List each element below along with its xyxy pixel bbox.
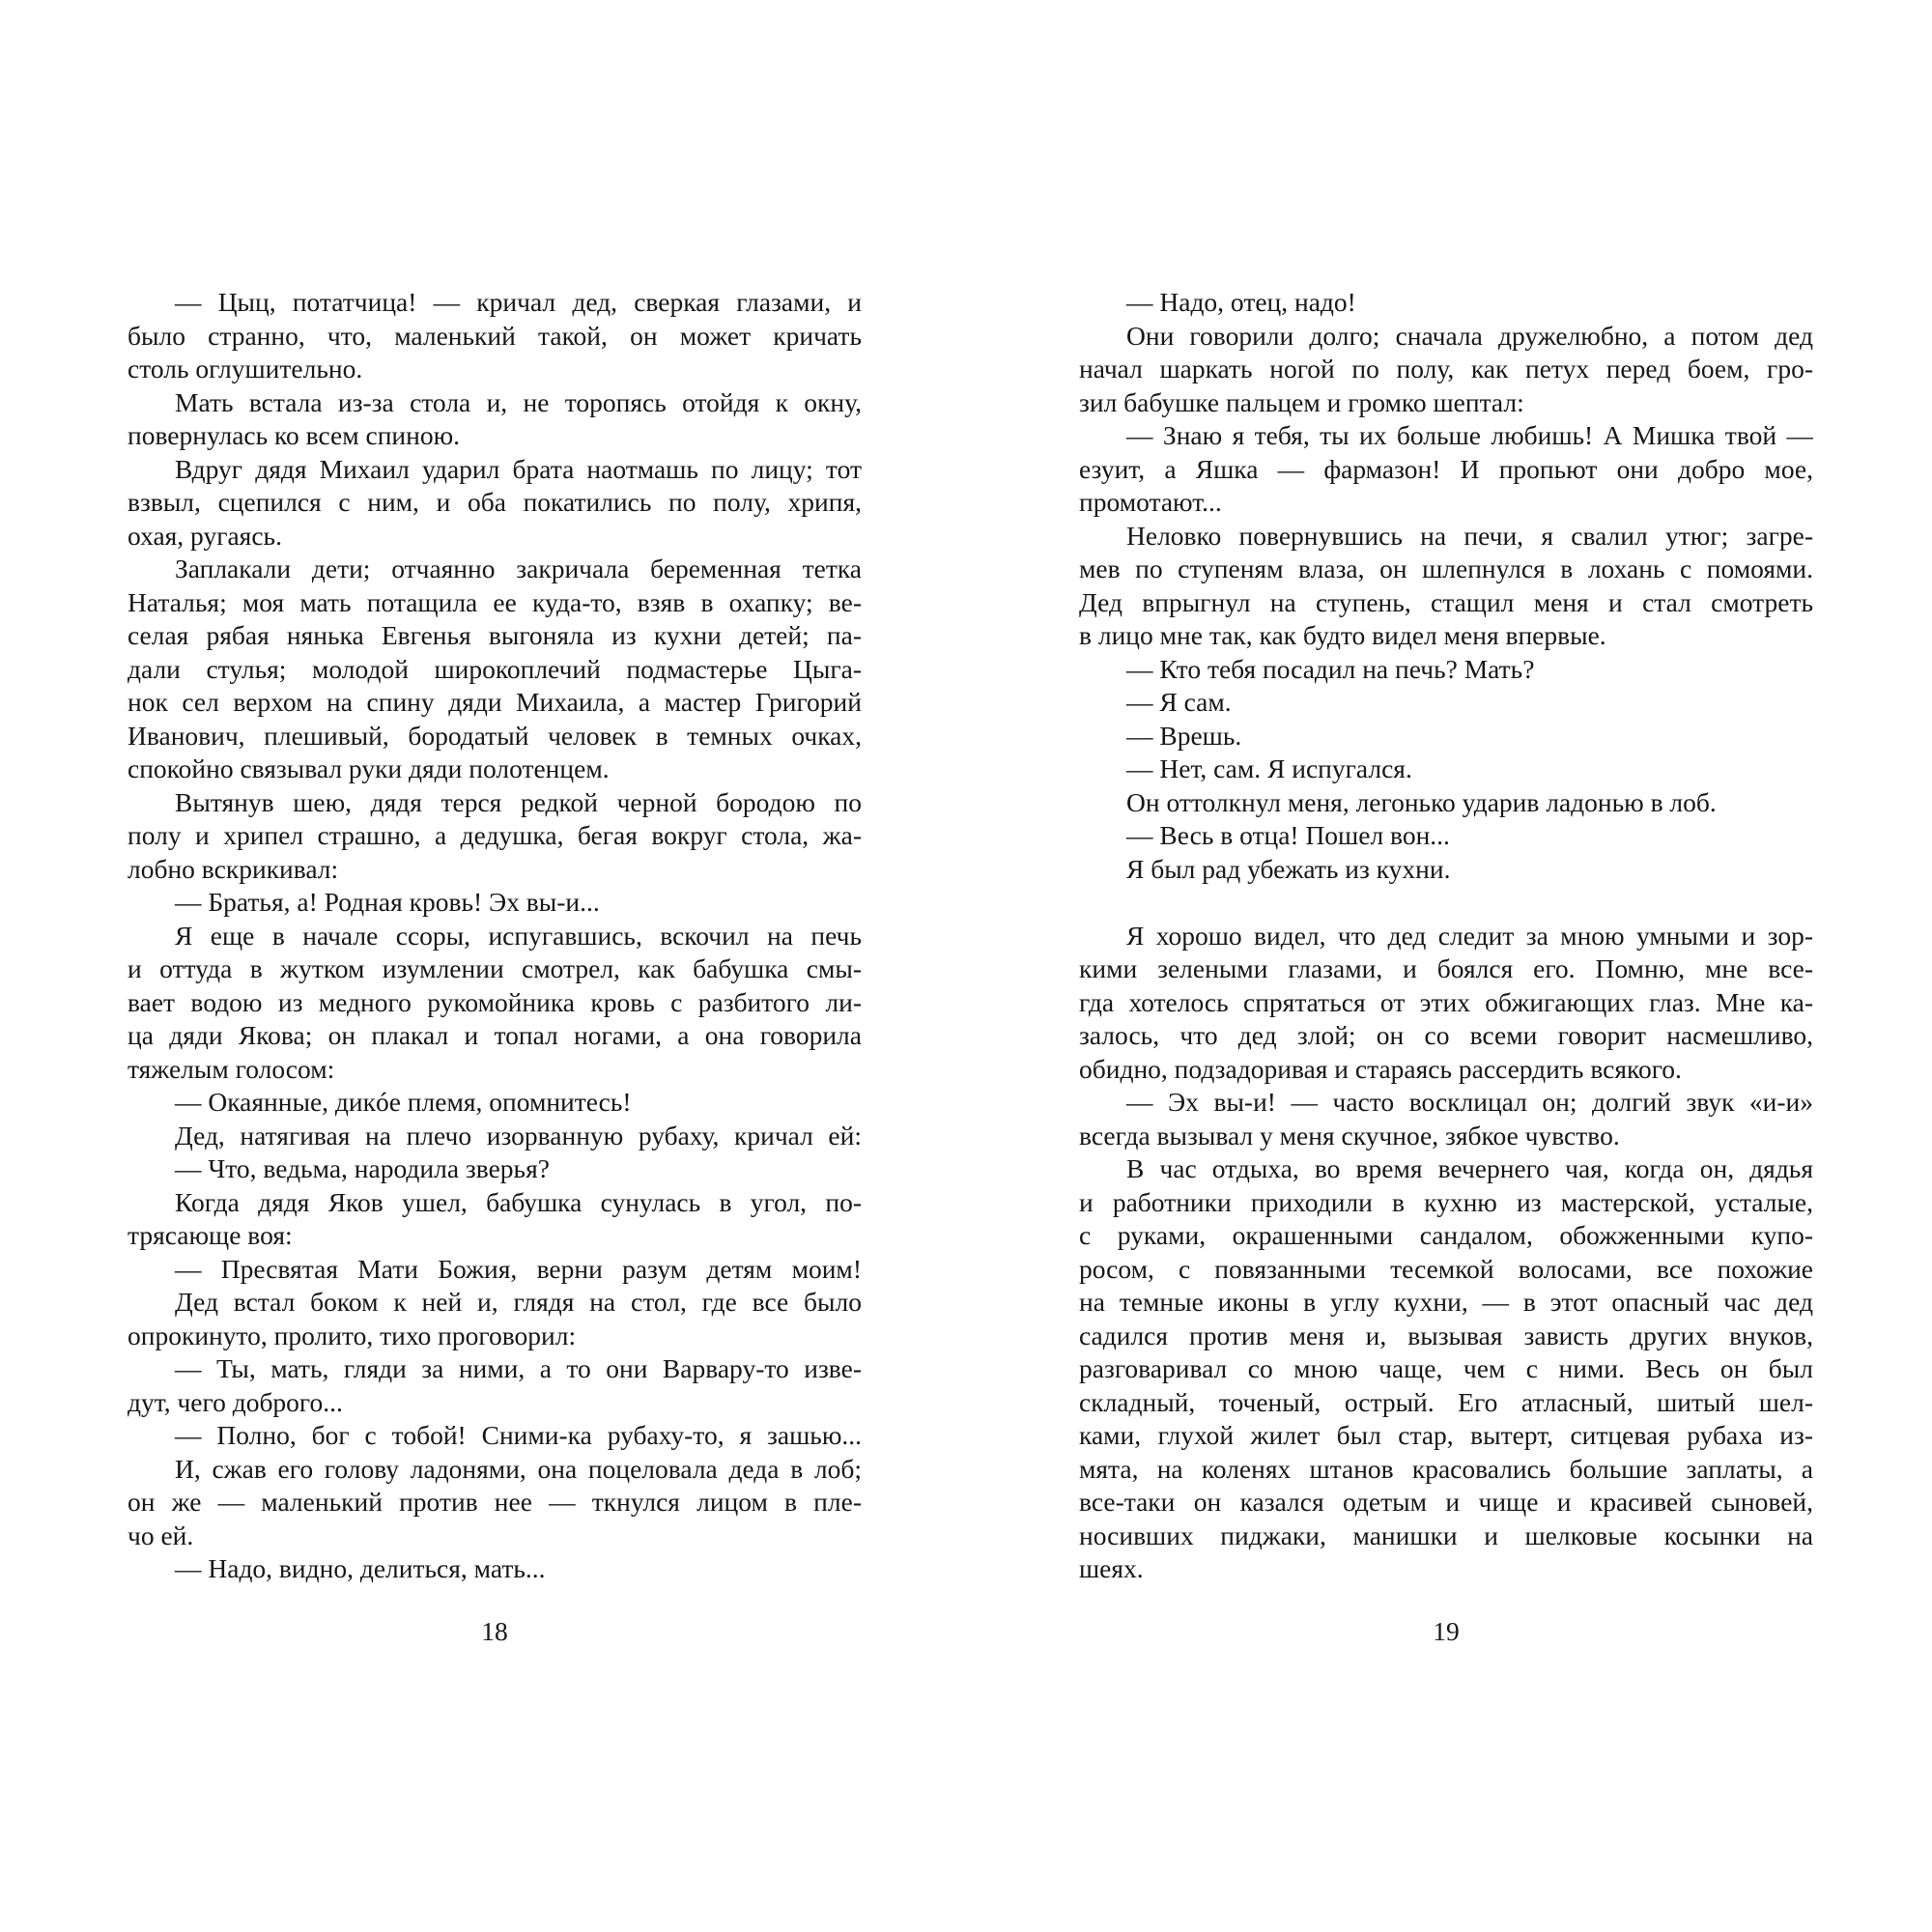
text-line: Неловко повернувшись на печи, я свалил утюг; загре- [1126, 520, 1813, 551]
text-line: — Врешь. [1126, 720, 1242, 751]
text-line: лобно вскрикивал: [128, 853, 339, 884]
text-line: дали стулья; молодой широкоплечий подмастерье Цыга- [128, 653, 862, 684]
text-line: селая рябая нянька Евгенья выгоняла из кухни детей; па- [128, 620, 862, 650]
text-line: — Я сам. [1126, 687, 1232, 717]
text-line: Дед встал боком к ней и, глядя на стол, где все было [175, 1287, 862, 1317]
text-line: Вдруг дядя Михаил ударил брата наотмашь по лицу; тот [175, 453, 862, 484]
text-line: Заплакали дети; отчаянно закричала беременная тетка [175, 554, 862, 583]
text-line: все-таки он казался одетым и чище и красивей сыновей, [1079, 1487, 1813, 1517]
text-line: опрокинуто, пролито, тихо проговорил: [128, 1320, 577, 1350]
text-line: — Надо, отец, надо! [1126, 287, 1356, 317]
text-line: дут, чего доброго... [128, 1386, 343, 1417]
text-line: столь оглушительно. [128, 354, 363, 384]
text-line: Я еще в начале ссоры, испугавшись, вскочил на печь [175, 920, 862, 951]
text-line: с руками, окрашенными сандалом, обожженными купо- [1079, 1220, 1813, 1250]
text-line: Вытянув шею, дядя терся редкой черной бородою по [175, 786, 862, 817]
text-line: шеях. [1079, 1553, 1144, 1583]
text-line: Я хорошо видел, что дед следит за мною умными и зор- [1126, 920, 1813, 951]
text-line: — Полно, бог с тобой! Сними-ка рубаху-то, я зашью... [175, 1420, 862, 1450]
text-line: тяжелым голосом: [128, 1053, 335, 1084]
text-line: — Что, ведьма, народила зверья? [175, 1153, 550, 1183]
text-line: В час отдыха, во время вечернего чая, когда он, дядья [1126, 1153, 1813, 1183]
text-line: обидно, подзадоривая и стараясь рассердить всякого. [1079, 1053, 1682, 1084]
text-line: — Эх вы-и! — часто восклицал он; долгий звук «и-и» [1126, 1087, 1813, 1117]
text-line: росом, с повязанными тесемкой волосами, все похожие [1079, 1253, 1813, 1284]
text-line: Я был рад убежать из кухни. [1126, 853, 1451, 884]
right-page-text [1079, 286, 1813, 1586]
text-line: охая, ругаясь. [128, 520, 282, 551]
text-line: и оттуда в жутком изумлении смотрел, как бабушка смы- [128, 953, 862, 983]
text-line: залось, что дед злой; он со всеми говорит насмешливо, [1079, 1020, 1813, 1050]
text-line: он же — маленький против нее — ткнулся лицом в пле- [128, 1487, 862, 1517]
text-line: И, сжав его голову ладонями, она поцеловала деда в лоб; [175, 1453, 862, 1484]
text-line: Мать встала из-за стола и, не торопясь отойдя к окну, [175, 386, 862, 417]
text-line: вает водою из медного рукомойника кровь с разбитого ли- [128, 986, 862, 1017]
text-line: Когда дядя Яков ушел, бабушка сунулась в угол, по- [175, 1186, 862, 1217]
text-line: носивших пиджаки, манишки и шелковые косынки на [1079, 1520, 1813, 1550]
text-line: — Весь в отца! Пошел вон... [1126, 820, 1450, 850]
text-line: чо ей. [128, 1520, 194, 1550]
text-line: и работники приходили в кухню из мастерской, усталые, [1079, 1186, 1813, 1217]
text-line: на темные иконы в углу кухни, — в этот опасный час дед [1079, 1287, 1813, 1317]
text-line: в лицо мне так, как будто видел меня впервые. [1079, 620, 1606, 650]
text-line: — Цыц, потатчица! — кричал дед, сверкая глазами, и [175, 287, 862, 317]
text-line: — Кто тебя посадил на печь? Мать? [1126, 653, 1535, 684]
text-line: всегда вызывал у меня скучное, зябкое чувство. [1079, 1120, 1620, 1151]
text-line: было странно, что, маленький такой, он может кричать [128, 320, 862, 351]
text-line: трясающе воя: [128, 1220, 293, 1250]
text-line: зил бабушке пальцем и громко шептал: [1079, 386, 1524, 417]
text-line: — Знаю я тебя, ты их больше любишь! А Мишка твой — [1126, 420, 1813, 450]
text-line: — Пресвятая Мати Божия, верни разум детям моим! [175, 1253, 862, 1284]
right-page-number: 19 [1433, 1616, 1460, 1646]
text-line: Иванович, плешивый, бородатый человек в темных очках, [128, 720, 862, 751]
section-break [1079, 886, 1813, 920]
text-line: Наталья; моя мать потащила ее куда-то, взяв в охапку; ве- [128, 586, 862, 617]
text-line: Дед, натягивая на плечо изорванную рубаху, кричал ей: [175, 1120, 862, 1151]
text-line: Дед впрыгнул на ступень, стащил меня и стал смотреть [1079, 586, 1813, 617]
text-line: Он оттолкнул меня, легонько ударив ладонью в лоб. [1126, 786, 1717, 817]
text-line: начал шаркать ногой по полу, как петух перед боем, гро- [1079, 354, 1813, 384]
text-line: промотают... [1079, 487, 1222, 517]
text-line: — Ты, мать, гляди за ними, а то они Варвару-то изве- [175, 1353, 862, 1383]
text-line: садился против меня и, вызывая зависть других внуков, [1079, 1320, 1813, 1350]
text-line: Они говорили долго; сначала дружелюбно, а потом дед [1126, 320, 1813, 351]
text-line: езуит, а Яшка — фармазон! И пропьют они добро мое, [1079, 453, 1813, 484]
text-line: разговаривал со мною чаще, чем с ними. Весь он был [1079, 1353, 1813, 1383]
text-line: — Нет, сам. Я испугался. [1126, 753, 1412, 783]
text-line: взвыл, сцепился с ним, и оба покатились по полу, хрипя, [128, 487, 862, 517]
text-line: ца дяди Якова; он плакал и топал ногами, а она говорила [128, 1020, 862, 1050]
text-line: нок сел верхом на спину дяди Михаила, а мастер Григорий [128, 687, 862, 717]
text-line: мята, на коленях штанов красовались большие заплаты, а [1079, 1453, 1813, 1484]
text-line: повернулась ко всем спиною. [128, 420, 461, 450]
text-line: складный, точеный, острый. Его атласный, шитый шел- [1079, 1386, 1813, 1417]
left-page-number: 18 [481, 1616, 508, 1646]
text-line: гда хотелось спрятаться от этих обжигающих глаз. Мне ка- [1079, 986, 1813, 1017]
left-page-text [128, 286, 862, 1586]
text-line: — Братья, а! Родная кровь! Эх вы-и... [175, 887, 600, 917]
text-line: — Надо, видно, делиться, мать... [175, 1553, 546, 1583]
text-line: кими зелеными глазами, и боялся его. Помню, мне все- [1079, 953, 1813, 983]
text-line: полу и хрипел страшно, а дедушка, бегая вокруг стола, жа- [128, 820, 862, 850]
text-line: спокойно связывал руки дяди полотенцем. [128, 753, 610, 783]
text-line: ками, глухой жилет был стар, вытерт, ситцевая рубаха из- [1079, 1420, 1813, 1450]
text-line: мев по ступеням влаза, он шлепнулся в лохань с помоями. [1079, 554, 1813, 583]
text-line: — Окаянные, дикóе племя, опомнитесь! [175, 1087, 632, 1117]
